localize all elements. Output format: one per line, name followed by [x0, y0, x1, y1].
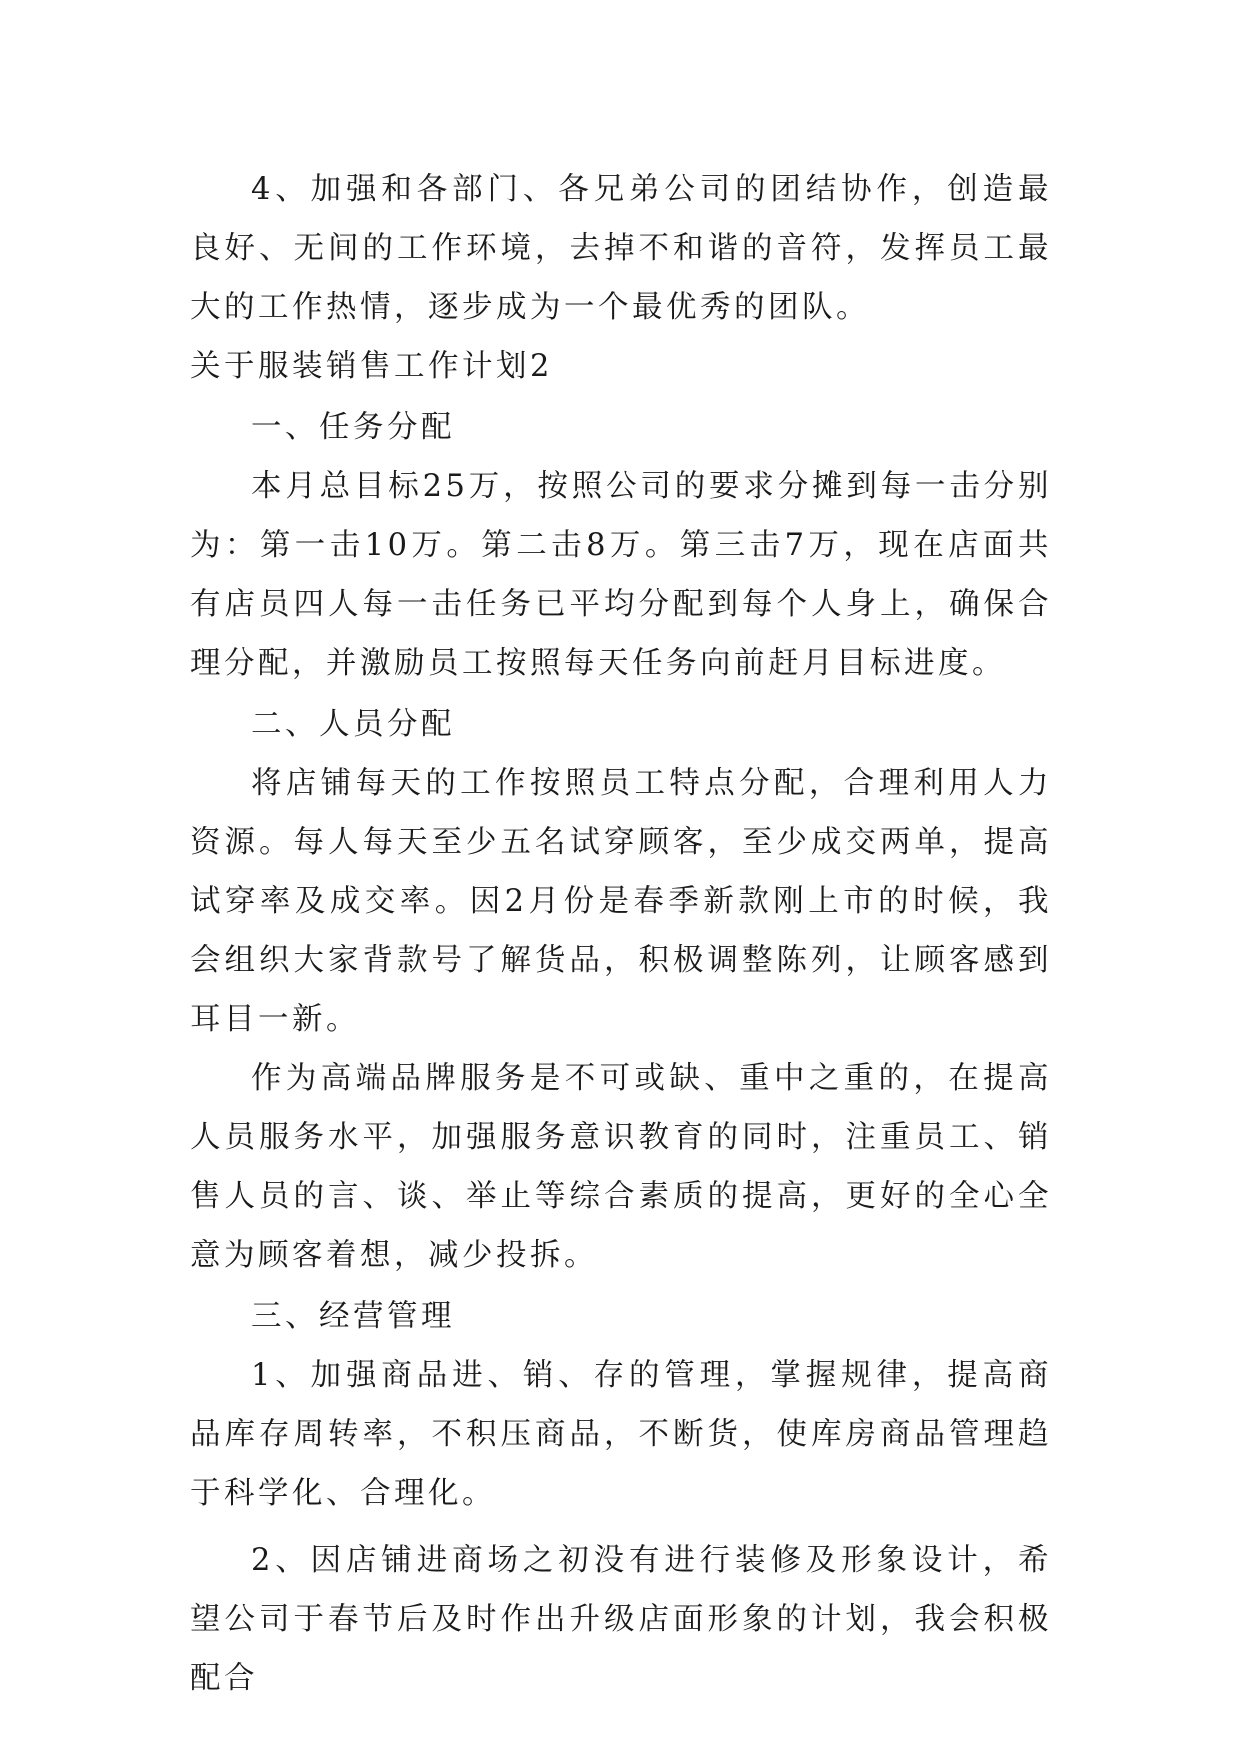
- paragraph-store-image: 2、因店铺进商场之初没有进行装修及形象设计，希望公司于春节后及时作出升级店面形象的计划，我会积极配合: [190, 1543, 1052, 1696]
- heading-staff-allocation: 二、人员分配: [251, 707, 455, 742]
- section-title: 关于服装销售工作计划2: [190, 349, 553, 384]
- heading-operations: 三、经营管理: [251, 1299, 455, 1334]
- paragraph-task-allocation: 本月总目标25万，按照公司的要求分摊到每一击分别为：第一击10万。第二击8万。第三击7万，现在店面共有店员四人每一击任务已平均分配到每个人身上，确保合理分配，并激励员工按照每天任务向前赶月目标进度。: [190, 469, 1052, 681]
- paragraph-inventory: 1、加强商品进、销、存的管理，掌握规律，提高商品库存周转率，不积压商品，不断货，使库房商品管理趋于科学化、合理化。: [190, 1358, 1052, 1511]
- document-body: [190, 160, 1052, 1708]
- paragraph-teamwork: 4、加强和各部门、各兄弟公司的团结协作，创造最良好、无间的工作环境，去掉不和谐的音符，发挥员工最大的工作热情，逐步成为一个最优秀的团队。: [190, 172, 1052, 325]
- heading-task-allocation: 一、任务分配: [251, 410, 455, 445]
- paragraph-staff-allocation: 将店铺每天的工作按照员工特点分配，合理利用人力资源。每人每天至少五名试穿顾客，至少成交两单，提高试穿率及成交率。因2月份是春季新款刚上市的时候，我会组织大家背款号了解货品，积极调整陈列，让顾客感到耳目一新。: [190, 766, 1052, 1037]
- paragraph-service: 作为高端品牌服务是不可或缺、重中之重的，在提高人员服务水平，加强服务意识教育的同时，注重员工、销售人员的言、谈、举止等综合素质的提高，更好的全心全意为顾客着想，减少投拆。: [190, 1061, 1052, 1273]
